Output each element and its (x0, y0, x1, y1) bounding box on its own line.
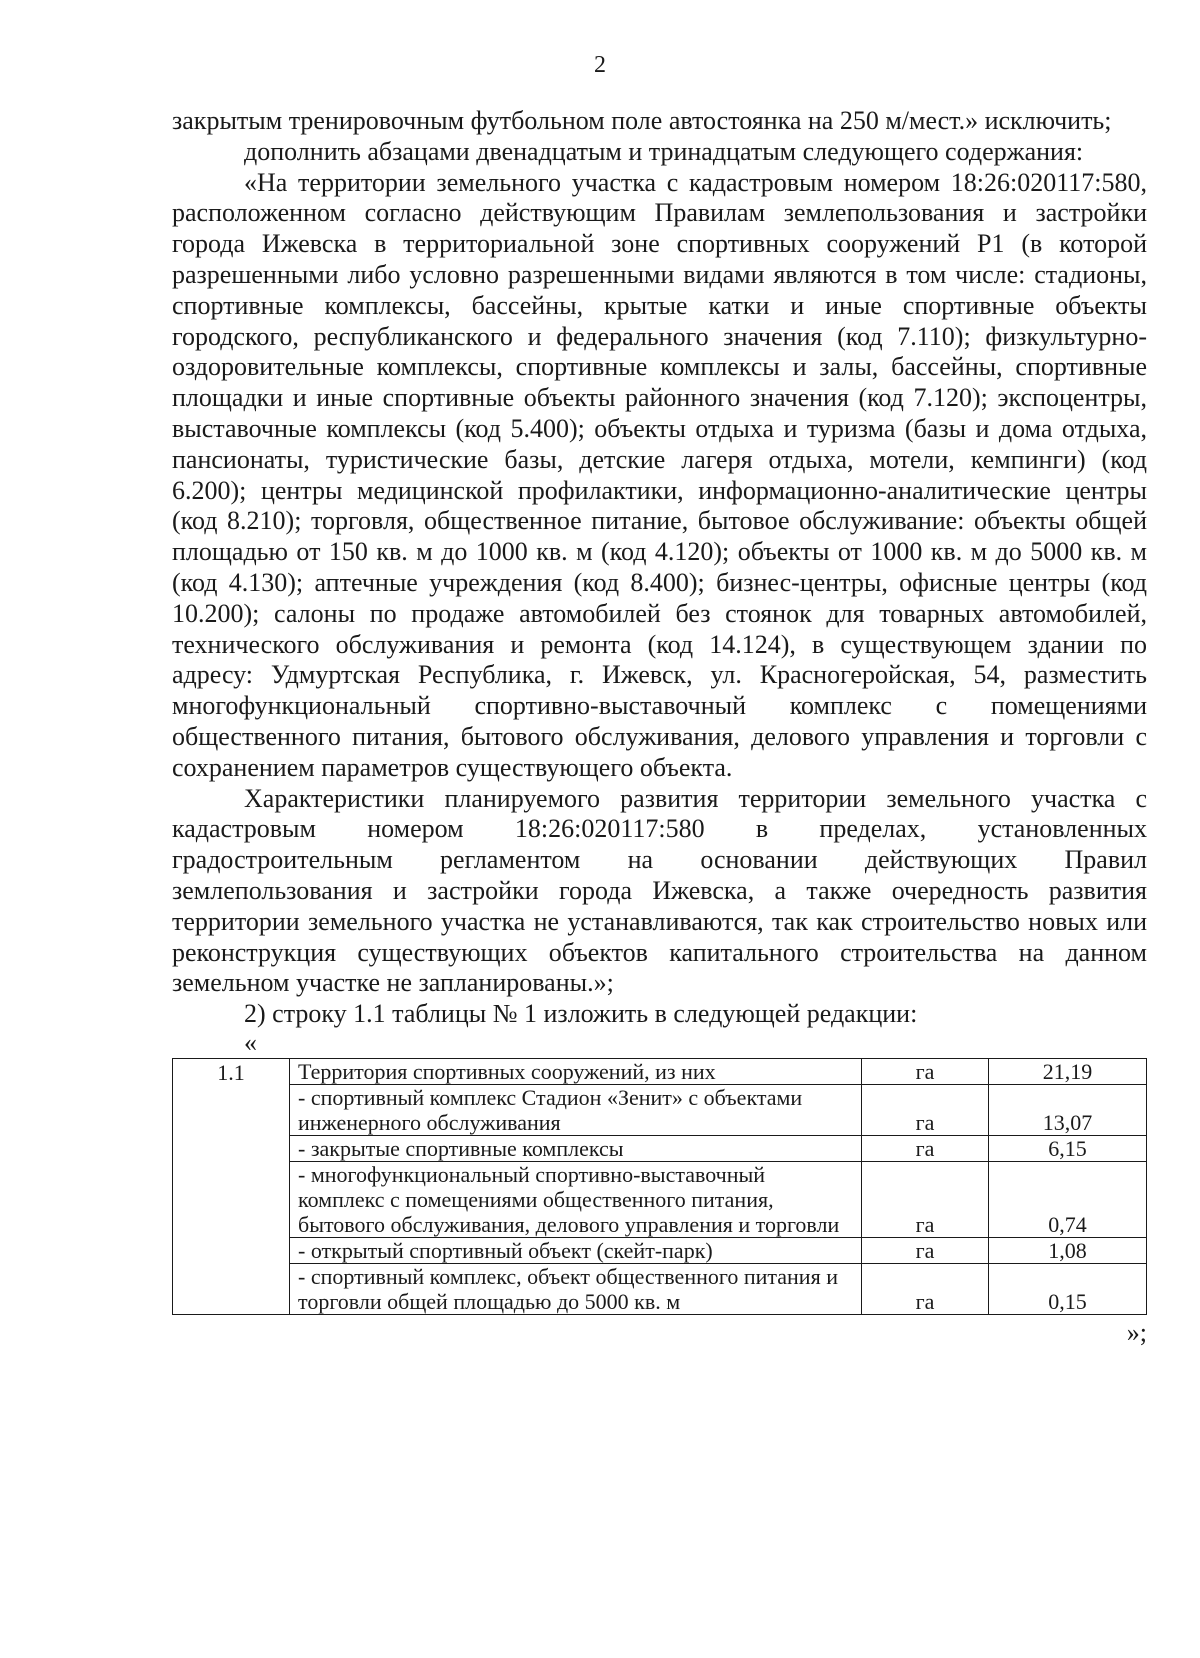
table-cell-unit: га (862, 1084, 989, 1135)
table-cell-value: 6,15 (989, 1135, 1147, 1161)
table-cell-name: - спортивный комплекс Стадион «Зенит» с объектами инженерного обслуживания (290, 1084, 862, 1135)
territory-table (172, 1058, 1147, 1315)
paragraph-land-plot-usage: «На территории земельного участка с кадастровым номером 18:26:020117:580, расположенном согласно действующим Правилам землепользования и застройки города Ижевска в территориальной зоне спортивных сооружений Р1 (в которой разрешенными либо условно разрешенными видами являются в том числе: стадионы, спортивные комплексы, бассейны, крытые катки и иные спортивные объекты городского, республиканского и федерального значения (код 7.110); физкультурно-оздоровительные комплексы, спортивные комплексы и залы, бассейны, спортивные площадки и иные спортивные объекты районного значения (код 7.120); экспоцентры, выставочные комплексы (код 5.400); объекты отдыха и туризма (базы и дома отдыха, пансионаты, туристические базы, детские лагеря отдыха, мотели, кемпинги) (код 6.200); центры медицинской профилактики, информационно-аналитические центры (код 8.210); торговля, общественное питание, бытовое обслуживание: объекты общей площадью от 150 кв. м до 1000 кв. м (код 4.120); объекты от 1000 кв. м до 5000 кв. м (код 4.130); аптечные учреждения (код 8.400); бизнес-центры, офисные центры (код 10.200); салоны по продаже автомобилей без стоянок для товарных автомобилей, технического обслуживания и ремонта (код 14.124), в существующем здании по адресу: Удмуртская Республика, г. Ижевск, ул. Красногеройская, 54, разместить многофункциональный спортивно-выставочный комплекс с помещениями общественного питания, бытового обслуживания, делового управления и торговли с сохранением параметров существующего объекта. (172, 167, 1147, 782)
table-cell-value: 0,15 (989, 1263, 1147, 1314)
paragraph-excluded-text: закрытым тренировочным футбольном поле автостоянка на 250 м/мест.» исключить; (172, 106, 1112, 135)
table-cell-name: - открытый спортивный объект (скейт-парк) (290, 1237, 862, 1263)
table-cell-name: - закрытые спортивные комплексы (290, 1135, 862, 1161)
table-cell-value: 0,74 (989, 1161, 1147, 1237)
table-row (173, 1135, 1147, 1161)
table-cell-value: 1,08 (989, 1237, 1147, 1263)
table-cell-unit: га (862, 1263, 989, 1314)
table-cell-unit: га (862, 1161, 989, 1237)
table-row (173, 1084, 1147, 1135)
table-close-quote: »; (1126, 1317, 1147, 1347)
page-number: 2 (594, 52, 606, 78)
table-cell-name: - спортивный комплекс, объект общественного питания и торговли общей площадью до 5000 кв. м (290, 1263, 862, 1314)
table-cell-unit: га (862, 1135, 989, 1161)
table-row (173, 1161, 1147, 1237)
paragraph-development-characteristics: Характеристики планируемого развития территории земельного участка с кадастровым номером 18:26:020117:580 в пределах, установленных градостроительным регламентом на основании действующих Правил землепользования и застройки города Ижевска, а также очередность развития территории земельного участка не устанавливаются, так как строительство новых или реконструкция существующих объектов капитального строительства на данном земельном участке не запланированы.»; (172, 783, 1147, 998)
table-row (173, 1263, 1147, 1314)
document-body (172, 106, 1147, 1349)
table-cell-value: 13,07 (989, 1084, 1147, 1135)
paragraph-amendment-intro: дополнить абзацами двенадцатым и тринадцатым следующего содержания: (244, 136, 1084, 166)
row-number-cell: 1.1 (173, 1058, 290, 1314)
paragraph-table-amendment: 2) строку 1.1 таблицы № 1 изложить в следующей редакции: (244, 999, 918, 1029)
table-open-quote: « (244, 1027, 257, 1057)
table-cell-name: Территория спортивных сооружений, из них (290, 1058, 862, 1084)
table-cell-unit: га (862, 1237, 989, 1263)
table-row (173, 1058, 1147, 1084)
table-cell-value: 21,19 (989, 1058, 1147, 1084)
table-cell-unit: га (862, 1058, 989, 1084)
table-row (173, 1237, 1147, 1263)
table-cell-name: - многофункциональный спортивно-выставочный комплекс с помещениями общественного питания, бытового обслуживания, делового управления и торговли (290, 1161, 862, 1237)
